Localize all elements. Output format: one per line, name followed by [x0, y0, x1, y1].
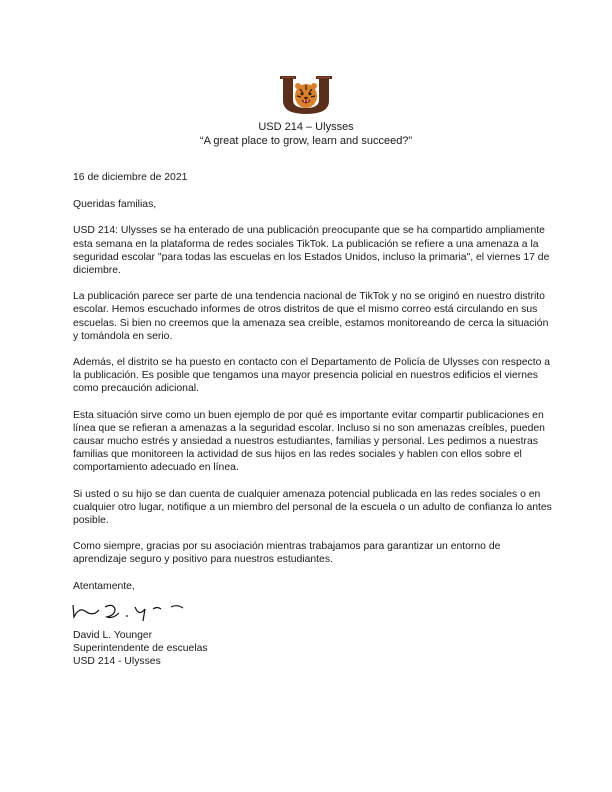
letter-date: 16 de diciembre de 2021	[73, 172, 188, 183]
ulysses-u-tiger-logo	[278, 74, 334, 116]
district-motto: “A great place to grow, learn and succeed?”	[199, 135, 413, 147]
paragraph: USD 214: Ulysses se ha enterado de una publicación preocupante que se ha compartido ampliamente esta semana en la plataforma de redes sociales TikTok. La publicación se refiere a una amenaza a la seguridad escolar "para todas las escuelas en los Estados Unidos, incluso la primaria", el viernes 17 de diciembre.	[73, 225, 550, 277]
letter-closing: Atentamente,	[73, 580, 135, 592]
signer-organization: USD 214 - Ulysses	[73, 656, 161, 668]
paragraph: Si usted o su hijo se dan cuenta de cualquier amenaza potencial publicada en las redes sociales o en cualquier otro lugar, notifique a un miembro del personal de la escuela o un adulto de confianza lo antes posible.	[73, 488, 552, 527]
district-name: USD 214 – Ulysses	[258, 121, 354, 133]
signer-title: Superintendente de escuelas	[73, 643, 208, 655]
paragraph: La publicación parece ser parte de una tendencia nacional de TikTok y no se originó en nuestro distrito escolar. Hemos escuchado informes de otros distritos de que el mismo correo está circulando en sus escuelas. Si bien no creemos que la amenaza sea creíble, estamos monitoreando de cerca la situación y tomándola en serio.	[73, 291, 549, 342]
letter-greeting: Queridas familias,	[73, 199, 157, 211]
handwritten-signature	[69, 597, 239, 623]
letterhead	[0, 74, 612, 148]
paragraph: Esta situación sirve como un buen ejemplo de por qué es importante evitar compartir publicaciones en línea que se refieran a amenazas a la seguridad escolar. Incluso si no son amenazas creíbles, pueden causar mucho estrés y ansiedad a nuestros estudiantes, familias y personal. Les pedimos a nuestras familias que monitoreen la actividad de sus hijos en las redes sociales y hablen con ellos sobre el comportamiento adecuado en línea.	[73, 409, 545, 474]
paragraph: Además, el distrito se ha puesto en contacto con el Departamento de Policía de Ulysses con respecto a la publicación. Es posible que tengamos una mayor presencia policial en nuestros edificios el viernes como precaución adicional.	[73, 357, 551, 395]
signer-name: David L. Younger	[73, 629, 153, 641]
paragraph: Como siempre, gracias por su asociación mientras trabajamos para garantizar un entorno de aprendizaje seguro y positivo para nuestros estudiantes.	[73, 541, 501, 566]
letter-body	[73, 171, 553, 668]
